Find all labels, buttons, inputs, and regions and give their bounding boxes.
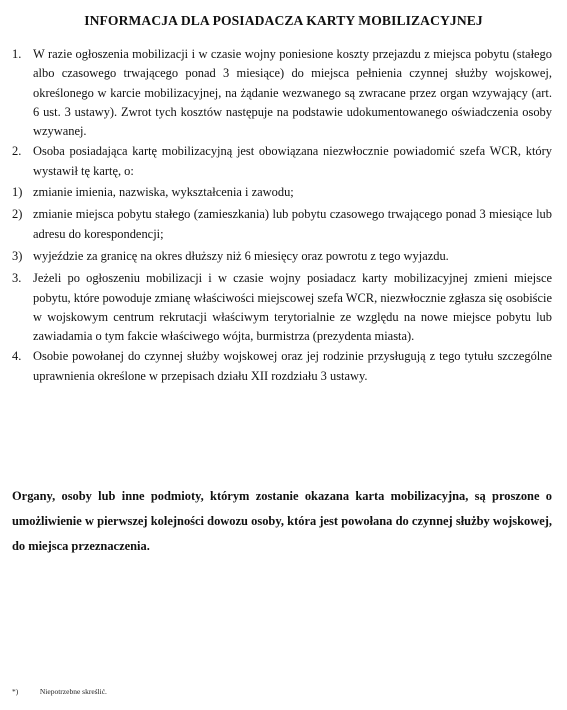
list-item-text: W razie ogłoszenia mobilizacji i w czasie wojny poniesione koszty przejazdu z miejsca pobytu (stałego albo czasowego trwającego ponad 3 miesiące) do miejsca pełnienia czynnej służby wojskowej, określonego w karcie mobilizacyjnej, na żądanie wezwanego są zwracane przez organ wzywający (art. 6 ust. 3 ustawy). Zwrot tych kosztów następuje na podstawie udokumentowanego oświadczenia osoby wzywanej. (33, 47, 552, 139)
sublist-item-text: wyjeździe za granicę na okres dłuższy niż 6 miesięcy oraz powrotu z tego wyjazdu. (33, 248, 449, 263)
sublist-item-text: zmianie imienia, nazwiska, wykształcenia i zawodu; (33, 185, 294, 200)
list-item-number: 1. (12, 47, 22, 61)
list-item (12, 45, 552, 141)
sublist-item-number: 3) (12, 248, 23, 263)
notice-paragraph: Organy, osoby lub inne podmioty, którym zostanie okazana karta mobilizacyjna, są proszone o umożliwienie w pierwszej kolejności dowozu osoby, która jest powołana do czynnej służby wojskowej, do miejsca przeznaczenia. (12, 489, 552, 553)
list-item-number: 4. (12, 349, 22, 364)
list-item-text: Jeżeli po ogłoszeniu mobilizacji i w czasie wojny posiadacz karty mobilizacyjnej zmieni miejsce pobytu, które powoduje zmianę właściwości miejscowej szefa WCR, niezwłocznie zgłasza się osobiście w wojskowym centrum rekrutacji właściwym terytorialnie ze względu na nowe miejsce pobytu lub zawiadamia o tym fakcie właściwego wójta, burmistrza (prezydenta miasta). (33, 271, 552, 344)
footnote-mark: *) (12, 687, 19, 696)
sublist-item (12, 205, 552, 244)
list-item-text: Osobie powołanej do czynnej służby wojskowej oraz jej rodzinie przysługują z tego tytułu szczególne uprawnienia określone w przepisach działu XII rozdziału 3 ustawy. (33, 349, 552, 383)
list-item-number: 3. (12, 271, 22, 286)
list-item (12, 269, 552, 346)
sublist-item (12, 247, 552, 266)
list-item (12, 142, 552, 266)
sublist-item-number: 1) (12, 185, 23, 200)
sublist (12, 183, 552, 266)
sublist-item-text: zmianie miejsca pobytu stałego (zamieszkania) lub pobytu czasowego trwającego ponad 3 miesiące lub adresu do korespondencji; (33, 207, 552, 241)
footnote-text: Niepotrzebne skreślić. (39, 687, 107, 696)
sublist-item-number: 2) (12, 207, 23, 222)
footnote (12, 687, 107, 696)
list-item-text: Osoba posiadająca kartę mobilizacyjną jest obowiązana niezwłocznie powiadomić szefa WCR, który wystawił tę kartę, o: (33, 144, 552, 178)
sublist-item (12, 183, 552, 202)
information-list (12, 45, 552, 387)
list-item (12, 347, 552, 386)
document-title: INFORMACJA DLA POSIADACZA KARTY MOBILIZACYJNEJ (84, 13, 483, 28)
list-item-number: 2. (12, 144, 22, 159)
